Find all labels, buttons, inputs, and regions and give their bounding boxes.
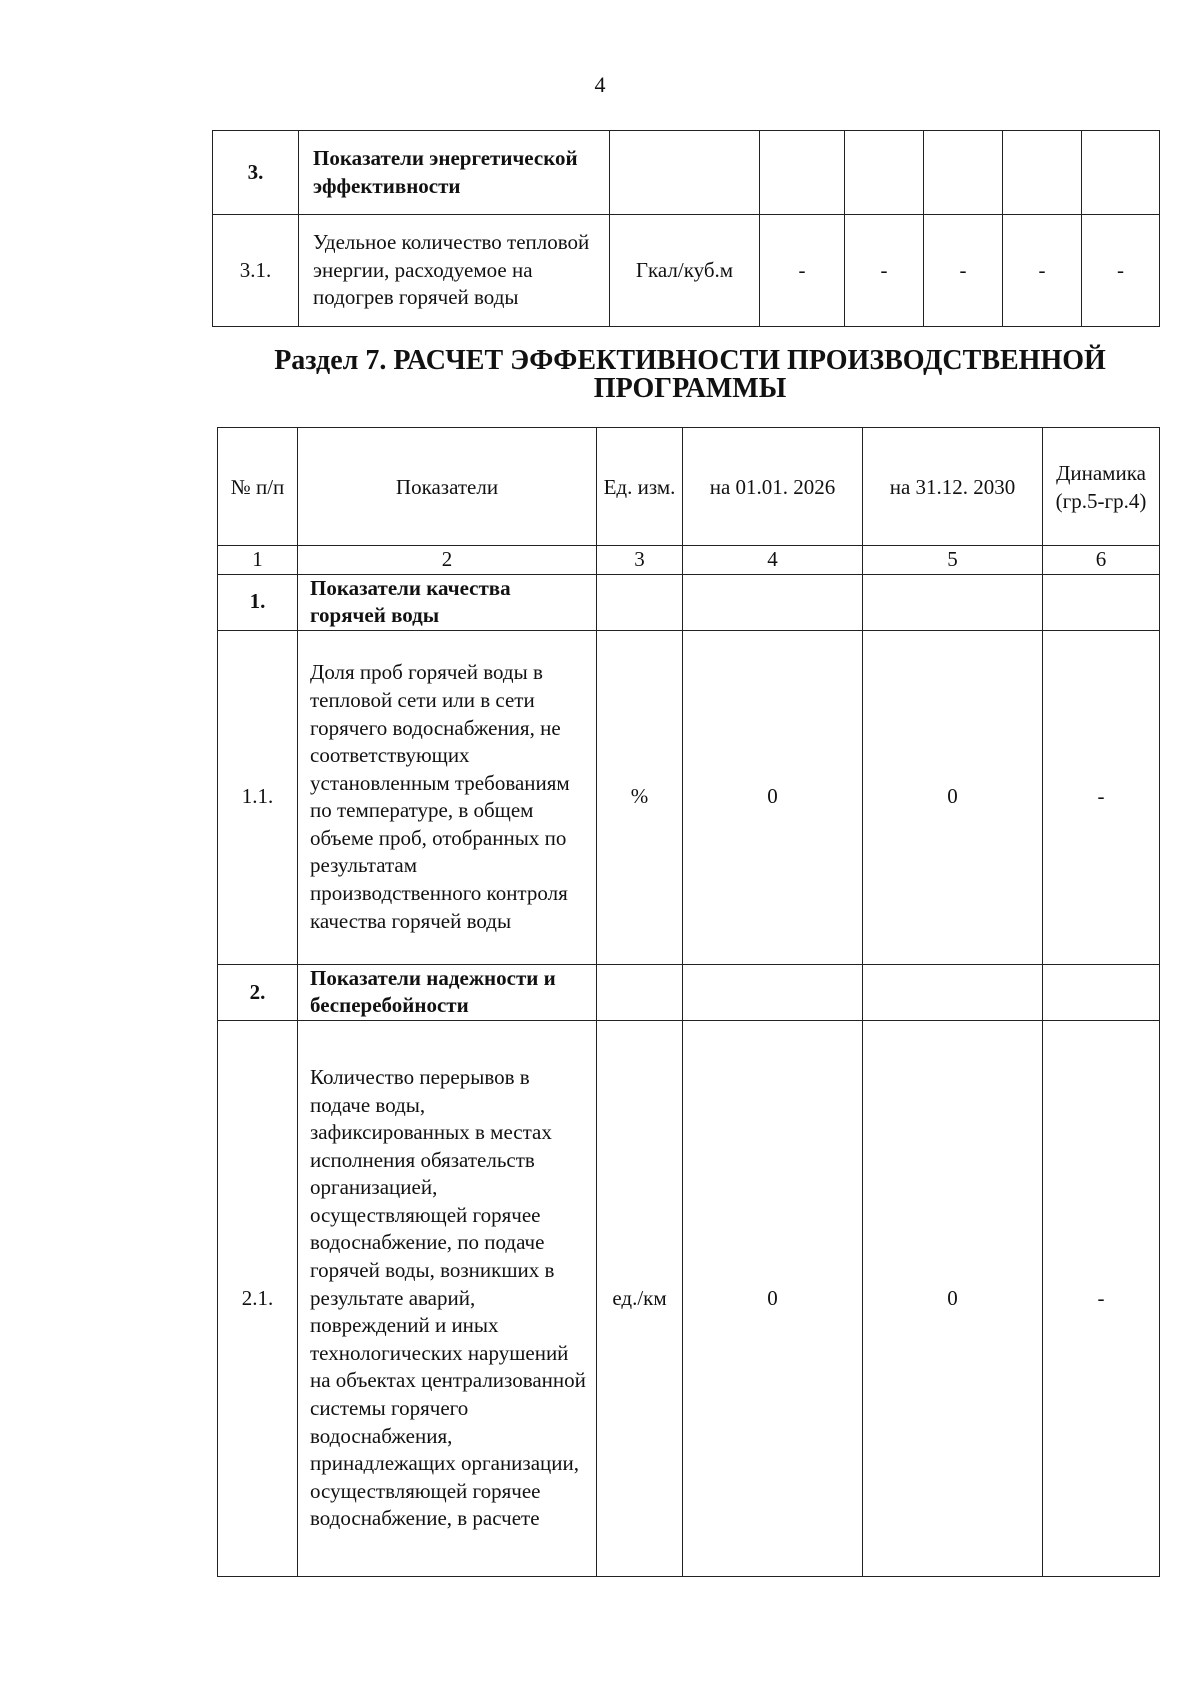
header-unit: Ед. изм.	[597, 428, 683, 546]
header-dynamics: Динамика (гр.5-гр.4)	[1043, 428, 1160, 546]
indicator-name: Показатели качества горячей воды	[298, 574, 597, 630]
row-number: 1.1.	[218, 630, 298, 964]
indicator-name: Показатели энергетической эффективности	[299, 131, 610, 215]
value-cell: -	[845, 215, 924, 327]
indicator-name: Количество перерывов в подаче воды, зафиксированных в местах исполнения обязательств организацией, осуществляющей горячее водоснабжение, по подаче горячей воды, возникших в результате аварий, повреждений и иных технологических нарушений на объектах централизованной системы горячего водоснабжения, принадлежащих организации, осуществляющей горячее водоснабжение, в расчете	[298, 1020, 597, 1576]
unit-cell	[597, 964, 683, 1020]
header-number: № п/п	[218, 428, 298, 546]
value-cell	[1082, 131, 1160, 215]
value-cell: -	[924, 215, 1003, 327]
end-value-cell: 0	[863, 1020, 1043, 1576]
table-row	[218, 964, 1160, 1020]
indicator-name: Удельное количество тепловой энергии, расходуемое на подогрев горячей воды	[299, 215, 610, 327]
table-row	[213, 215, 1160, 327]
unit-cell: %	[597, 630, 683, 964]
value-cell	[924, 131, 1003, 215]
column-number: 6	[1043, 546, 1160, 575]
end-value-cell: 0	[863, 630, 1043, 964]
page-number: 4	[594, 72, 606, 97]
row-number: 3.1.	[213, 215, 299, 327]
dynamics-cell	[1043, 574, 1160, 630]
start-value-cell: 0	[683, 1020, 863, 1576]
table-row	[218, 1020, 1160, 1576]
row-number: 2.	[218, 964, 298, 1020]
table-row	[218, 574, 1160, 630]
end-value-cell	[863, 574, 1043, 630]
value-cell	[845, 131, 924, 215]
dynamics-cell: -	[1043, 1020, 1160, 1576]
value-cell	[1003, 131, 1082, 215]
unit-cell	[610, 131, 760, 215]
table-header-row	[218, 428, 1160, 546]
value-cell: -	[1082, 215, 1160, 327]
unit-cell: Гкал/куб.м	[610, 215, 760, 327]
column-number: 3	[597, 546, 683, 575]
table-row	[213, 131, 1160, 215]
value-cell: -	[1003, 215, 1082, 327]
indicator-name: Показатели надежности и бесперебойности	[298, 964, 597, 1020]
row-number: 1.	[218, 574, 298, 630]
start-value-cell: 0	[683, 630, 863, 964]
column-number: 1	[218, 546, 298, 575]
indicators-table-continued	[212, 130, 1160, 327]
row-number: 3.	[213, 131, 299, 215]
column-numbers-row	[218, 546, 1160, 575]
end-value-cell	[863, 964, 1043, 1020]
value-cell	[760, 131, 845, 215]
start-value-cell	[683, 964, 863, 1020]
start-value-cell	[683, 574, 863, 630]
column-number: 4	[683, 546, 863, 575]
dynamics-cell: -	[1043, 630, 1160, 964]
row-number: 2.1.	[218, 1020, 298, 1576]
column-number: 2	[298, 546, 597, 575]
header-indicators: Показатели	[298, 428, 597, 546]
value-cell: -	[760, 215, 845, 327]
unit-cell	[597, 574, 683, 630]
header-end-value: на 31.12. 2030	[863, 428, 1043, 546]
efficiency-table	[217, 427, 1160, 1577]
header-start-value: на 01.01. 2026	[683, 428, 863, 546]
table-row	[218, 630, 1160, 964]
section-title: Раздел 7. РАСЧЕТ ЭФФЕКТИВНОСТИ ПРОИЗВОДСТВЕННОЙ ПРОГРАММЫ	[274, 345, 1106, 404]
column-number: 5	[863, 546, 1043, 575]
indicator-name: Доля проб горячей воды в тепловой сети или в сети горячего водоснабжения, не соответствующих установленным требованиям по температуре, в общем объеме проб, отобранных по результатам производственного контроля качества горячей воды	[298, 630, 597, 964]
dynamics-cell	[1043, 964, 1160, 1020]
unit-cell: ед./км	[597, 1020, 683, 1576]
